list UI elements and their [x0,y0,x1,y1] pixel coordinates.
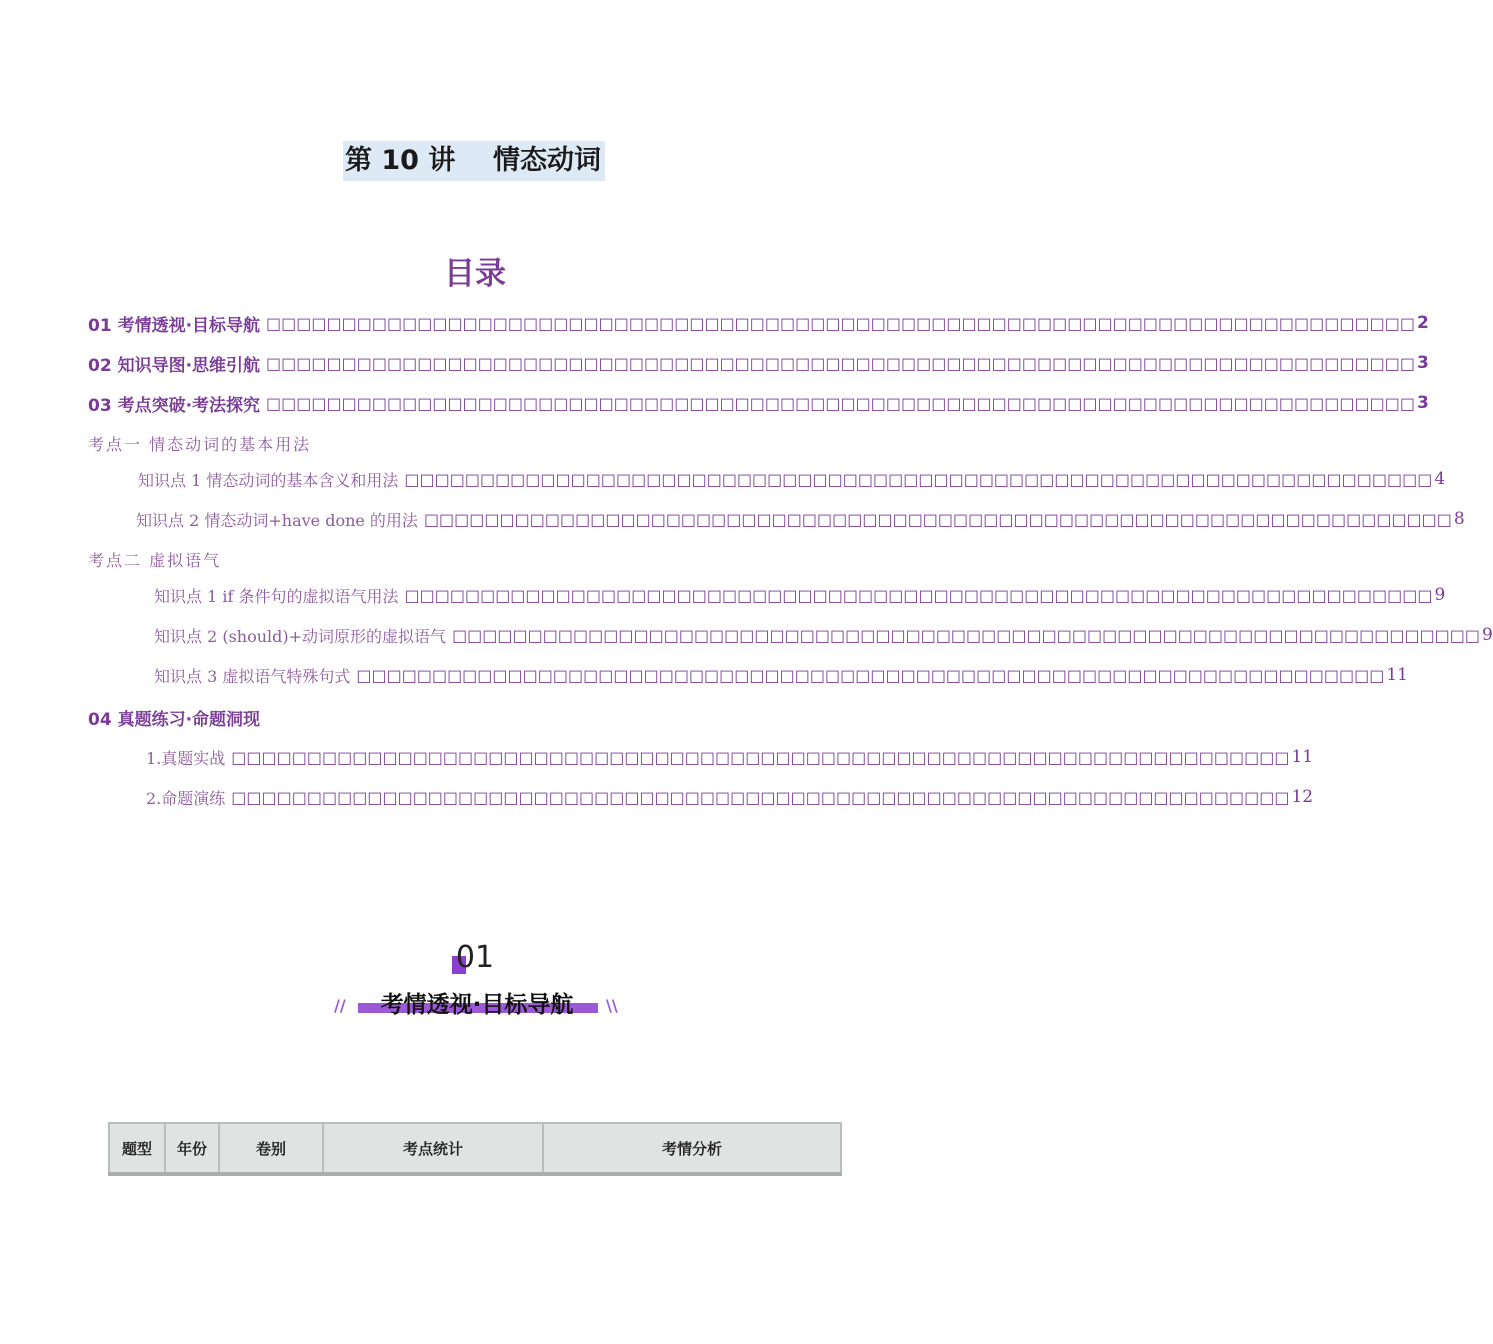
toc-entry-zhishidian-2-3[interactable] [154,662,1408,688]
toc-entry-zhishidian-1-2[interactable] [136,506,1465,532]
toc-leader: □□□□□□□□□□□□□□□□□□□□□□□□□□□□□□□□□□□□□□□□□□□□□□□□□□□□□□□□□□□□□□□□□□□□ [423,509,1452,529]
section-title: 考情透视·目标导航 [380,992,574,1018]
toc-entry-label: 2.命题演练 [146,788,226,808]
toc-entry-label: 03 考点突破·考法探究 [88,395,261,416]
toc-entry-label: 知识点 1 情态动词的基本含义和用法 [138,470,399,490]
toc-entry-label: 知识点 1 if 条件句的虚拟语气用法 [154,586,399,606]
toc-leader: □□□□□□□□□□□□□□□□□□□□□□□□□□□□□□□□□□□□□□□□□□□□□□□□□□□□□□□□□□□□□□□□□□□□□□ [231,787,1290,807]
table-header-row [109,1123,841,1174]
toc-entry-label: 02 知识导图·思维引航 [88,355,261,376]
toc-entry-kaodian-2[interactable] [88,546,862,572]
toc-page-number: 2 [1416,313,1429,333]
table-header-cell: 考情分析 [543,1123,841,1174]
toc-entry-01[interactable] [88,310,1429,336]
toc-page-number: 3 [1416,393,1429,413]
toc-page-number: 11 [1291,747,1314,767]
toc-leader: □□□□□□□□□□□□□□□□□□□□□□□□□□□□□□□□□□□□□□□□□□□□□□□□□□□□□□□□□□□□□□□□□□□□ [452,625,1481,645]
toc-entry-zhishidian-1-1[interactable] [138,466,1446,492]
toc-entry-zhishidian-2-2[interactable] [154,622,1493,648]
toc-entry-zhenti[interactable] [146,744,1314,770]
lesson-title: 第 10 讲 情态动词 [343,141,605,181]
toc-entry-02[interactable] [88,350,1429,376]
toc-entry-label: 知识点 2 情态动词+have done 的用法 [136,510,418,530]
toc-entry-label: 04 真题练习·命题洞现 [88,709,261,730]
toc-page-number: 11 [1386,665,1408,685]
toc-entry-03[interactable] [88,390,1429,416]
toc-leader: □□□□□□□□□□□□□□□□□□□□□□□□□□□□□□□□□□□□□□□□□□□□□□□□□□□□□□□□□□□□□□□□□□□□ [404,469,1433,489]
toc-entry-zhishidian-2-1[interactable] [154,582,1446,608]
toc-entry-yanlian[interactable] [146,784,1314,810]
toc-page-number: 8 [1453,509,1465,529]
toc-entry-kaodian-1[interactable] [88,430,862,456]
toc-leader: □□□□□□□□□□□□□□□□□□□□□□□□□□□□□□□□□□□□□□□□□□□□□□□□□□□□□□□□□□□□□□□□□□□□□□□□□□□□ [266,393,1415,413]
toc-leader: □□□□□□□□□□□□□□□□□□□□□□□□□□□□□□□□□□□□□□□□□□□□□□□□□□□□□□□□□□□□□□□□□□□□□□□□□□□□ [266,313,1415,333]
toc-page-number: 9 [1434,585,1446,605]
toc-page-number: 9 [1482,625,1493,645]
table-header-cell: 卷别 [219,1123,323,1174]
toc-page-number: 12 [1291,787,1314,807]
section-number: 01 [455,940,495,975]
toc-page-number: 3 [1416,353,1429,373]
toc-entry-label: 知识点 3 虚拟语气特殊句式 [154,666,351,686]
toc-entry-label: 1.真题实战 [146,748,226,768]
toc-entry-04[interactable] [88,704,862,730]
toc-entry-label: 考点二 虚拟语气 [88,550,222,570]
toc-leader: □□□□□□□□□□□□□□□□□□□□□□□□□□□□□□□□□□□□□□□□□□□□□□□□□□□□□□□□□□□□□□□□□□□□□□ [231,747,1290,767]
table-header-cell: 考点统计 [323,1123,543,1174]
table-header-cell: 题型 [109,1123,165,1174]
toc-leader: □□□□□□□□□□□□□□□□□□□□□□□□□□□□□□□□□□□□□□□□□□□□□□□□□□□□□□□□□□□□□□□□□□□□□□□□□□□□ [266,353,1415,373]
toc-entry-label: 01 考情透视·目标导航 [88,315,261,336]
table-header-cell: 年份 [165,1123,219,1174]
section-left-mark: // [334,996,346,1015]
toc-entry-label: 知识点 2 (should)+动词原形的虚拟语气 [154,626,447,646]
section-right-mark: \\ [606,996,618,1015]
toc-entry-label: 考点一 情态动词的基本用法 [88,434,312,454]
toc-leader: □□□□□□□□□□□□□□□□□□□□□□□□□□□□□□□□□□□□□□□□□□□□□□□□□□□□□□□□□□□□□□□□□□□□ [404,585,1433,605]
toc-page-number: 4 [1434,469,1446,489]
exam-analysis-table [108,1122,842,1176]
toc-heading: 目录 [444,256,506,292]
toc-leader: □□□□□□□□□□□□□□□□□□□□□□□□□□□□□□□□□□□□□□□□□□□□□□□□□□□□□□□□□□□□□□□□□□□□ [356,665,1385,685]
